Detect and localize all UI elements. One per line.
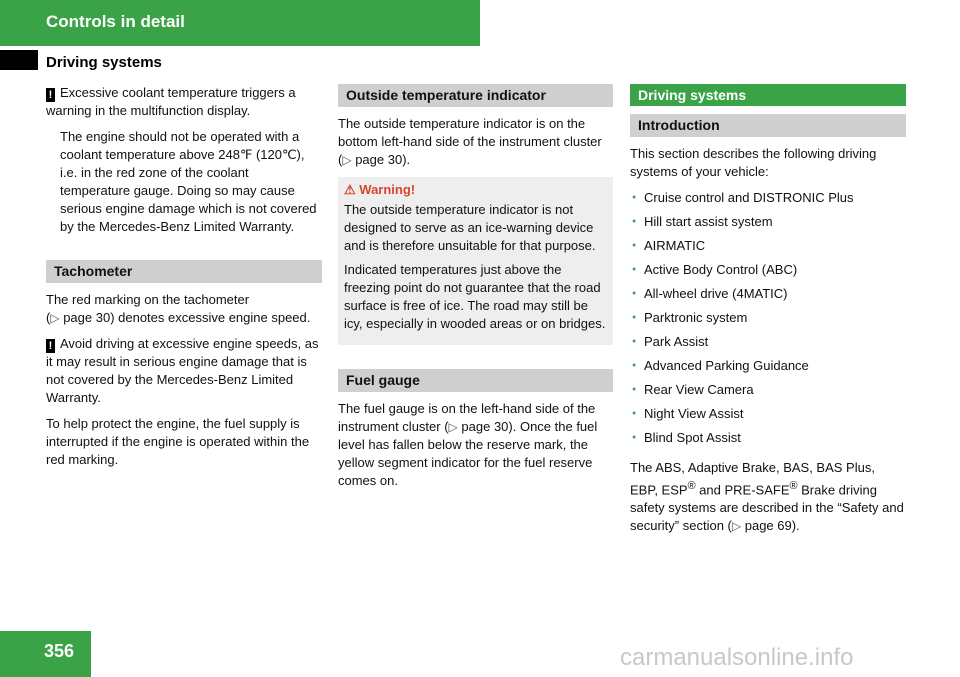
list-item: ● Active Body Control (ABC)	[630, 261, 906, 285]
intro-text: This section describes the following driving systems of your vehicle:	[630, 146, 877, 179]
page-ref-icon: ▷	[448, 420, 458, 434]
notice-coolant-detail: The engine should not be operated with a coolant temperature above 248℉ (120℃), i.e. in the red zone of the coolant temperature gauge. Doing so may cause serious engine damage which is not covered by the Mercedes-Benz Limited Warranty.	[60, 129, 317, 234]
driving-systems-heading: Driving systems	[630, 84, 906, 106]
list-item: ● Rear View Camera	[630, 381, 906, 405]
tachometer-text: The red marking on the tachometer (▷ page 30) denotes excessive engine speed.	[46, 292, 311, 325]
outside-temp-heading: Outside temperature indicator	[338, 84, 613, 107]
section-marker	[0, 50, 38, 70]
watermark: carmanualsonline.info	[620, 644, 854, 671]
list-item: ● Hill start assist system	[630, 213, 906, 237]
fuel-gauge-text: The fuel gauge is on the left-hand side of the instrument cluster (▷ page 30). Once the fuel level has fallen below the reserve mark, the yellow segment indicator for the fuel reserve comes on.	[338, 401, 598, 488]
fuel-gauge-heading: Fuel gauge	[338, 369, 613, 392]
tachometer-heading: Tachometer	[46, 260, 322, 283]
list-item: ● AIRMATIC	[630, 237, 906, 261]
warning-text-1: The outside temperature indicator is not designed to serve as an ice-warning device and is therefore unsuitable for that purpose.	[344, 202, 596, 253]
header-bar	[0, 0, 480, 46]
outside-temp-text: The outside temperature indicator is on the bottom left-hand side of the instrument cluster (▷ page 30).	[338, 116, 602, 167]
fuel-protect-text: To help protect the engine, the fuel supply is interrupted if the engine is operated within the red marking.	[46, 416, 310, 467]
page-ref-icon: ▷	[342, 153, 352, 167]
page-ref-icon: ▷	[731, 519, 742, 534]
page-number: 356	[44, 641, 75, 661]
registered-mark: ®	[789, 480, 798, 492]
column-middle	[338, 84, 613, 498]
list-item: ● Parktronic system	[630, 309, 906, 333]
introduction-heading: Introduction	[630, 114, 906, 137]
closing-text: The ABS, Adaptive Brake, BAS, BAS Plus, EBP, ESP® and PRE-SAFE® Brake driving safety systems are described in the “Safety and security” section (▷ page 69).	[630, 460, 904, 534]
notice-coolant: ! Excessive coolant temperature triggers a warning in the multifunction display.	[46, 85, 296, 118]
warning-text-2: Indicated temperatures just above the freezing point do not guarantee that the road surface is free of ice. The road may still be icy, especially in wooded areas or on bridges.	[344, 262, 606, 331]
list-item: ● Park Assist	[630, 333, 906, 357]
column-left	[46, 84, 322, 477]
page-number-box	[0, 631, 91, 677]
warning-box	[338, 177, 613, 345]
systems-list	[630, 189, 906, 453]
warning-title: ⚠ Warning!	[344, 182, 416, 197]
list-item: ● All-wheel drive (4MATIC)	[630, 285, 906, 309]
exclamation-icon: !	[46, 88, 55, 102]
notice-engine-speed: ! Avoid driving at excessive engine speeds, as it may result in serious engine damage that is not covered by the Mercedes-Benz Limited Warranty.	[46, 336, 319, 405]
list-item: ● Night View Assist	[630, 405, 906, 429]
list-item: ● Advanced Parking Guidance	[630, 357, 906, 381]
column-right	[630, 84, 906, 543]
list-item: ● Blind Spot Assist	[630, 429, 906, 453]
list-item: ● Cruise control and DISTRONIC Plus	[630, 189, 906, 213]
page-ref-icon: ▷	[50, 311, 60, 325]
exclamation-icon: !	[46, 339, 55, 353]
section-title: Driving systems	[46, 54, 162, 71]
chapter-title: Controls in detail	[46, 12, 185, 31]
registered-mark: ®	[687, 480, 696, 492]
warning-triangle-icon: ⚠	[344, 182, 356, 197]
